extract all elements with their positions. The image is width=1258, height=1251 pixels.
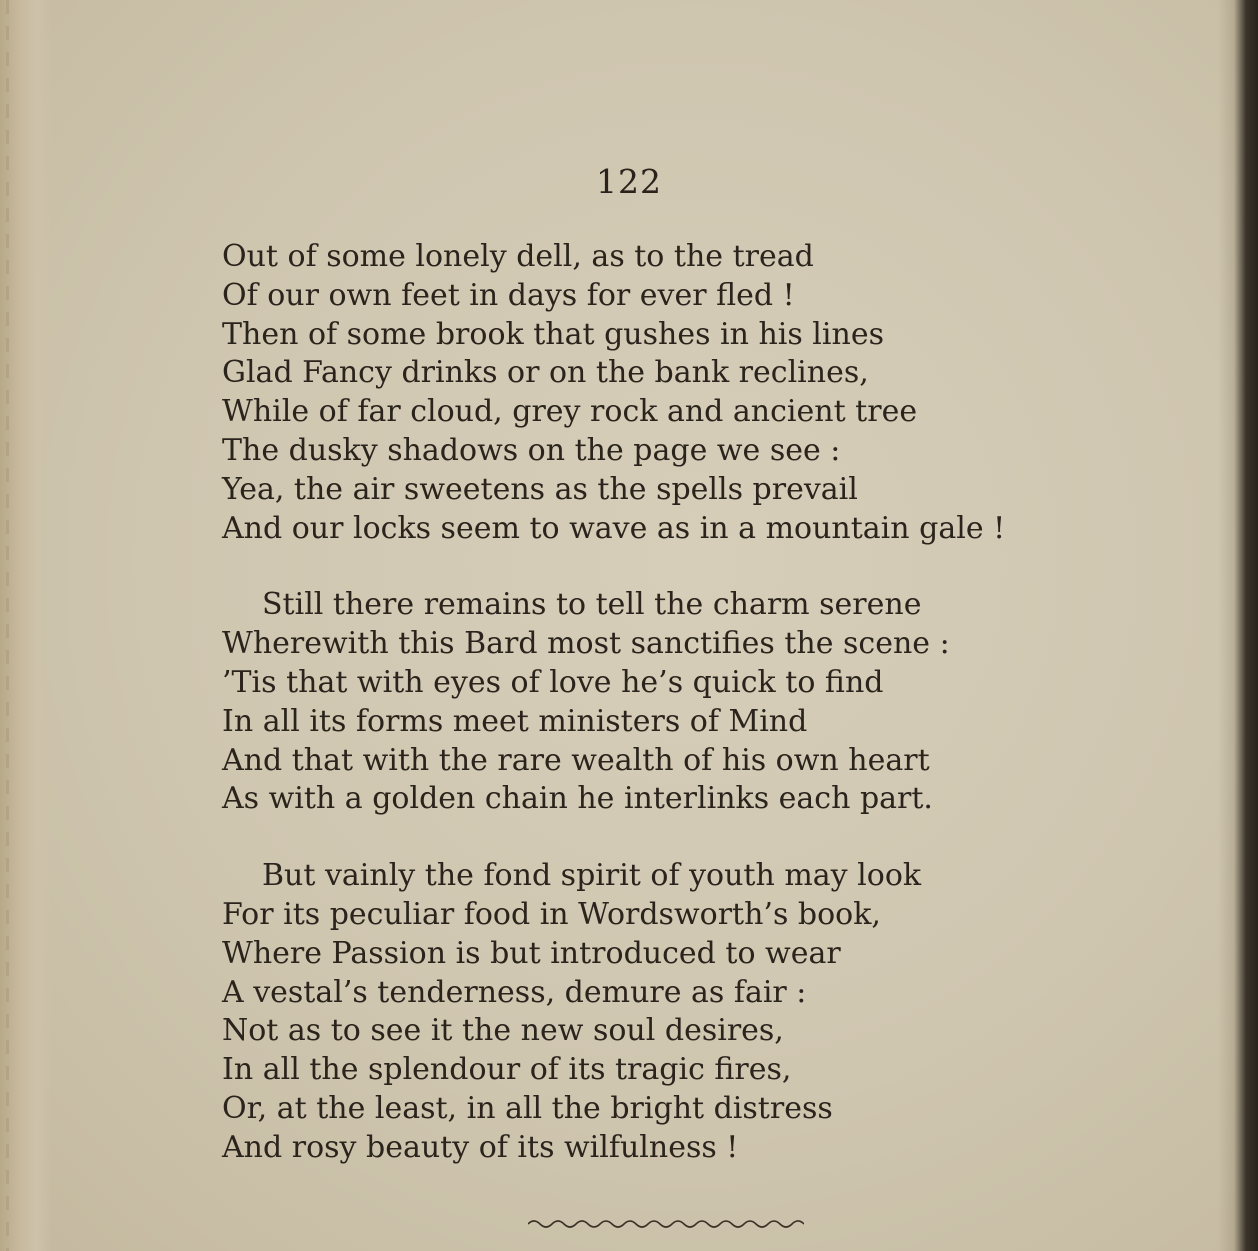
- verse-line: As with a golden chain he interlinks each part.: [222, 781, 933, 817]
- stanza: [222, 857, 1052, 1167]
- verse-line: Where Passion is but introduced to wear: [222, 935, 841, 971]
- verse-line: Out of some lonely dell, as to the tread: [222, 239, 814, 274]
- verse-line: Of our own feet in days for ever fled !: [222, 277, 795, 313]
- verse-line: And that with the rare wealth of his own heart: [222, 742, 930, 778]
- stanza: [222, 238, 1052, 548]
- verse-line: And rosy beauty of its wilfulness !: [222, 1129, 739, 1165]
- verse-line: In all its forms meet ministers of Mind: [222, 703, 808, 739]
- verse-line: Or, at the least, in all the bright distress: [222, 1090, 833, 1126]
- verse-line: In all the splendour of its tragic fires,: [222, 1052, 792, 1088]
- verse-line: Wherewith this Bard most sanctifies the scene :: [222, 626, 950, 662]
- verse-line: While of far cloud, grey rock and ancient tree: [222, 394, 918, 430]
- wavy-rule-ornament: [528, 1214, 804, 1230]
- verse-line: A vestal’s tenderness, demure as fair :: [222, 974, 807, 1010]
- verse-line: The dusky shadows on the page we see :: [222, 432, 841, 468]
- poem-body: [222, 238, 1052, 1206]
- verse-line: Still there remains to tell the charm serene: [262, 587, 922, 623]
- verse-line: For its peculiar food in Wordsworth’s book,: [222, 896, 881, 932]
- verse-line: But vainly the fond spirit of youth may look: [262, 858, 922, 894]
- verse-line: ’Tis that with eyes of love he’s quick to find: [222, 664, 884, 700]
- page-number: 122: [596, 162, 662, 201]
- verse-line: Then of some brook that gushes in his lines: [222, 316, 884, 352]
- verse-line: Not as to see it the new soul desires,: [222, 1013, 784, 1049]
- verse-line: Yea, the air sweetens as the spells prevail: [222, 471, 858, 507]
- verse-line: And our locks seem to wave as in a mountain gale !: [222, 510, 1006, 546]
- verse-line: Glad Fancy drinks or on the bank reclines,: [222, 355, 869, 391]
- stanza: [222, 586, 1052, 819]
